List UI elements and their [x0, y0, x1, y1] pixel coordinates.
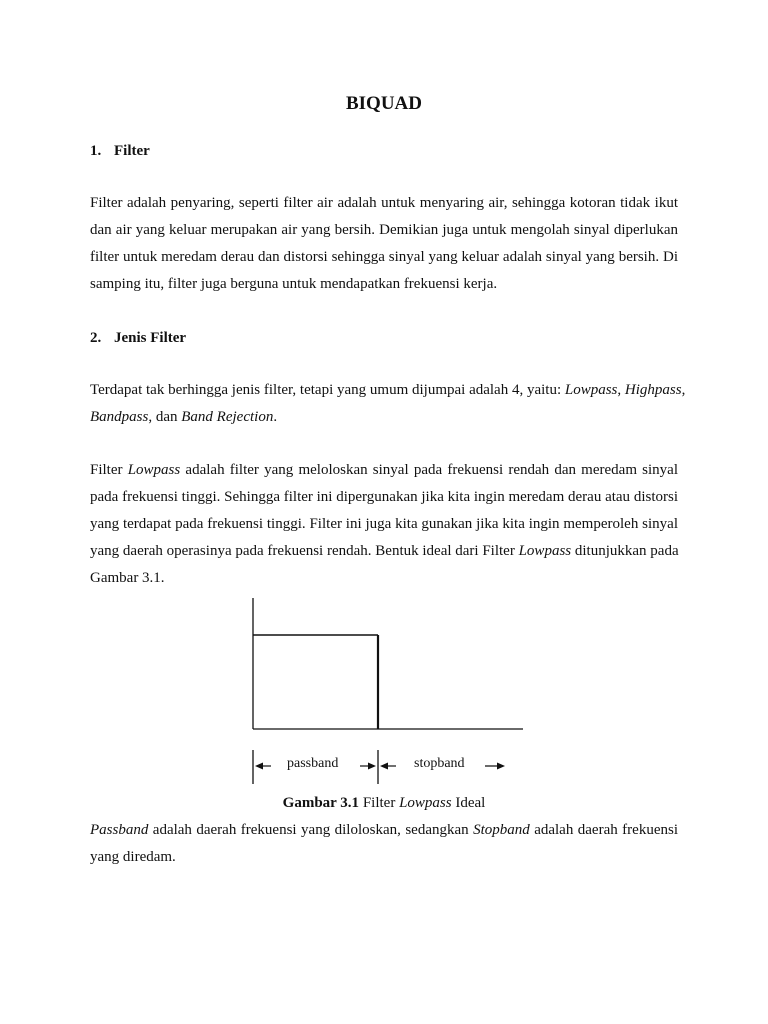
caption-number: Gambar 3.1 [282, 795, 360, 811]
arrow-left-passband [255, 763, 271, 770]
text-line [90, 817, 678, 844]
text-run: adalah daerah frekuensi yang diloloskan, sedangkan [148, 822, 474, 838]
text-line: pada frekuensi tinggi. Sehingga filter ini dipergunakan jika kita ingin meredam derau atau distorsi [90, 489, 678, 505]
arrow-right-stopband [485, 763, 505, 770]
text-run: , [617, 382, 625, 398]
figure-lowpass-ideal [240, 592, 540, 792]
text-line: yang diredam. [90, 849, 176, 865]
text-line [90, 377, 686, 404]
text-run: Terdapat tak berhingga jenis filter, tetapi yang umum dijumpai adalah 4, yaitu: [90, 382, 565, 398]
term-bandpass: Bandpass [90, 409, 149, 425]
arrow-left-stopband [380, 763, 396, 770]
text-line [90, 538, 678, 565]
term-passband: Passband [90, 822, 149, 838]
section-number: 2. [90, 330, 102, 346]
text-run: , dan [148, 409, 182, 425]
text-run: Ideal [451, 795, 486, 811]
text-run: , [681, 382, 686, 398]
text-line: dan air yang keluar merupakan air yang bersih. Demikian juga untuk mengolah sinyal diperlukan [90, 222, 678, 238]
term-lowpass: Lowpass [518, 543, 572, 559]
term-lowpass: Lowpass [127, 462, 181, 478]
text-line: filter untuk meredam derau dan distorsi sehingga sinyal yang keluar adalah sinyal yang bersih. Di [90, 249, 678, 265]
text-run: adalah daerah frekuensi [529, 822, 678, 838]
paragraph-lowpass [90, 457, 678, 592]
lowpass-diagram [240, 592, 540, 792]
text-line [90, 457, 678, 484]
text-run: Filter [359, 795, 400, 811]
section-heading-jenis-filter [90, 330, 186, 347]
text-run: adalah filter yang meloloskan sinyal pada frekuensi rendah dan meredam sinyal [180, 462, 679, 478]
text-line: Gambar 3.1. [90, 570, 165, 586]
text-line [90, 404, 678, 431]
text-run: yang daerah operasinya pada frekuensi rendah. Bentuk ideal dari Filter [90, 543, 519, 559]
arrow-right-passband [360, 763, 376, 770]
text-run: Filter [90, 462, 128, 478]
document-title: BIQUAD [345, 93, 422, 114]
section-title: Jenis Filter [114, 330, 187, 346]
term-band-rejection: Band Rejection [181, 409, 274, 425]
section-heading-filter [90, 143, 150, 160]
text-line: samping itu, filter juga berguna untuk mendapatkan frekuensi kerja. [90, 276, 498, 292]
text-run: . [273, 409, 278, 425]
paragraph-passband-stopband [90, 817, 678, 871]
section-title: Filter [114, 143, 150, 159]
paragraph-filter-types [90, 377, 686, 431]
text-run: ditunjukkan pada [571, 543, 679, 559]
term-highpass: Highpass [624, 382, 682, 398]
passband-label: passband [287, 756, 339, 771]
term-lowpass: Lowpass [564, 382, 618, 398]
stopband-label: stopband [414, 756, 465, 771]
text-line: Filter adalah penyaring, seperti filter air adalah untuk menyaring air, sehingga kotoran tidak ikut [90, 195, 678, 211]
term-stopband: Stopband [473, 822, 530, 838]
section-number: 1. [90, 143, 102, 159]
paragraph-filter-definition [90, 190, 678, 298]
figure-caption [0, 795, 768, 812]
text-line: yang terdapat pada frekuensi tinggi. Filter ini juga kita gunakan jika kita ingin memperoleh sinyal [90, 516, 678, 532]
term-lowpass: Lowpass [399, 795, 452, 811]
